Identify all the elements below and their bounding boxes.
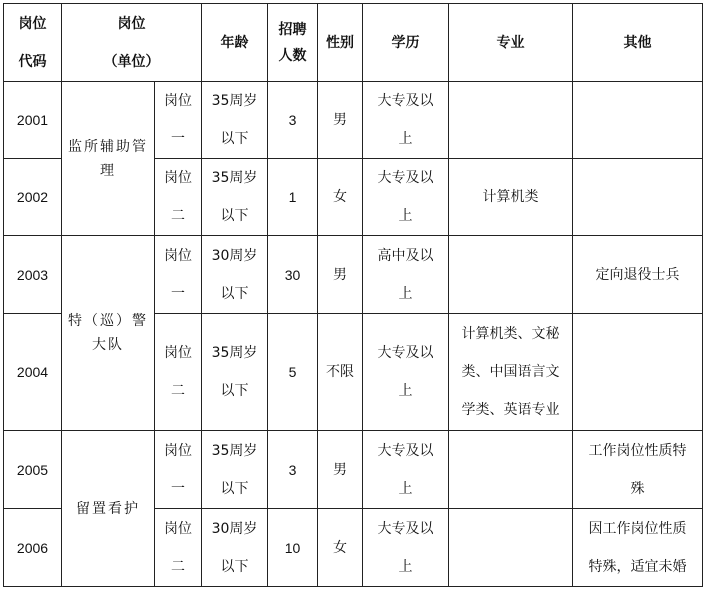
row-age xyxy=(202,314,268,431)
age-line1: 30周岁 xyxy=(211,520,258,537)
header-education: 学历 xyxy=(363,4,449,82)
header-post-line1: 岗位 xyxy=(117,15,146,32)
age-line1: 35周岁 xyxy=(211,93,258,109)
row-major xyxy=(449,82,573,159)
header-code-line1: 岗位 xyxy=(18,15,47,32)
row-post xyxy=(155,236,202,314)
row-count: 3 xyxy=(268,82,318,159)
row-other: 定向退役士兵 xyxy=(573,236,703,314)
other-line1: 工作岗位性质特 xyxy=(588,442,687,459)
row-age xyxy=(202,509,268,587)
row-other xyxy=(573,82,703,159)
row-gender: 男 xyxy=(318,82,363,159)
age-line1: 35周岁 xyxy=(211,345,258,361)
post-line2: 一 xyxy=(171,131,185,147)
row-count: 1 xyxy=(268,159,318,236)
row-age xyxy=(202,159,268,236)
age-line2: 以下 xyxy=(220,208,249,224)
row-education xyxy=(363,509,449,587)
major-line3: 学类、英语专业 xyxy=(461,402,560,418)
edu-line2: 上 xyxy=(398,131,413,147)
header-post-line2: （单位） xyxy=(103,53,160,70)
row-post xyxy=(155,314,202,431)
row-education xyxy=(363,314,449,431)
row-code: 2002 xyxy=(4,159,62,236)
row-education xyxy=(363,236,449,314)
header-hire-line2: 人数 xyxy=(278,47,307,64)
row-count: 30 xyxy=(268,236,318,314)
post-line1: 岗位 xyxy=(164,442,192,459)
table-row xyxy=(4,236,703,314)
recruitment-table xyxy=(3,3,703,587)
row-education xyxy=(363,431,449,509)
age-line2: 以下 xyxy=(220,558,249,575)
age-line2: 以下 xyxy=(220,285,249,302)
row-other xyxy=(573,431,703,509)
edu-line1: 大专及以 xyxy=(377,442,434,459)
age-line2: 以下 xyxy=(220,131,249,147)
row-post xyxy=(155,82,202,159)
edu-line2: 上 xyxy=(398,558,413,575)
edu-line2: 上 xyxy=(398,285,413,302)
row-post xyxy=(155,159,202,236)
unit-cell xyxy=(62,431,155,587)
header-row xyxy=(4,4,703,82)
row-code: 2006 xyxy=(4,509,62,587)
post-line1: 岗位 xyxy=(164,345,192,361)
row-major xyxy=(449,509,573,587)
row-age xyxy=(202,431,268,509)
row-gender: 男 xyxy=(318,431,363,509)
post-line1: 岗位 xyxy=(164,170,192,186)
header-age: 年龄 xyxy=(202,4,268,82)
row-code: 2004 xyxy=(4,314,62,431)
edu-line1: 大专及以 xyxy=(377,520,434,537)
edu-line2: 上 xyxy=(398,208,413,224)
table-row xyxy=(4,82,703,159)
header-hire-line1: 招聘 xyxy=(278,21,307,38)
row-gender: 女 xyxy=(318,509,363,587)
row-major: 计算机类 xyxy=(449,159,573,236)
post-line2: 一 xyxy=(171,480,185,497)
unit-cell xyxy=(62,236,155,431)
post-line2: 二 xyxy=(171,208,185,224)
post-line2: 二 xyxy=(171,558,185,575)
edu-line1: 大专及以 xyxy=(377,345,434,361)
other-line2: 殊 xyxy=(630,480,645,497)
row-gender: 女 xyxy=(318,159,363,236)
age-line2: 以下 xyxy=(220,383,249,399)
header-other: 其他 xyxy=(573,4,703,82)
header-code-line2: 代码 xyxy=(18,53,47,70)
row-other xyxy=(573,159,703,236)
major-line2: 类、中国语言文 xyxy=(461,364,560,380)
row-major xyxy=(449,314,573,431)
row-code: 2001 xyxy=(4,82,62,159)
row-age xyxy=(202,82,268,159)
table-row xyxy=(4,431,703,509)
header-major: 专业 xyxy=(449,4,573,82)
header-post xyxy=(62,4,202,82)
row-code: 2005 xyxy=(4,431,62,509)
row-major xyxy=(449,236,573,314)
row-gender: 不限 xyxy=(318,314,363,431)
edu-line2: 上 xyxy=(398,383,413,399)
unit-line2: 理 xyxy=(100,162,116,179)
edu-line2: 上 xyxy=(398,480,413,497)
row-education xyxy=(363,159,449,236)
edu-line1: 大专及以 xyxy=(377,170,434,186)
row-education xyxy=(363,82,449,159)
row-other xyxy=(573,509,703,587)
row-code: 2003 xyxy=(4,236,62,314)
header-hire-count xyxy=(268,4,318,82)
major-line1: 计算机类、文秘 xyxy=(461,326,560,342)
unit-line2: 大队 xyxy=(92,337,124,353)
header-gender: 性别 xyxy=(318,4,363,82)
header-code xyxy=(4,4,62,82)
post-line1: 岗位 xyxy=(164,520,192,537)
row-count: 5 xyxy=(268,314,318,431)
edu-line1: 高中及以 xyxy=(377,247,434,264)
row-post xyxy=(155,431,202,509)
age-line1: 35周岁 xyxy=(211,442,258,459)
unit-line1: 监所辅助管 xyxy=(68,138,148,155)
age-line1: 35周岁 xyxy=(211,170,258,186)
row-gender: 男 xyxy=(318,236,363,314)
row-age xyxy=(202,236,268,314)
post-line1: 岗位 xyxy=(164,93,192,109)
row-other xyxy=(573,314,703,431)
age-line1: 30周岁 xyxy=(211,247,258,264)
row-count: 3 xyxy=(268,431,318,509)
post-line2: 二 xyxy=(171,383,185,399)
edu-line1: 大专及以 xyxy=(377,93,434,109)
row-post xyxy=(155,509,202,587)
unit-line1: 特（巡）警 xyxy=(68,313,148,329)
row-major xyxy=(449,431,573,509)
age-line2: 以下 xyxy=(220,480,249,497)
row-count: 10 xyxy=(268,509,318,587)
unit-line1: 留置看护 xyxy=(76,500,140,517)
unit-cell xyxy=(62,82,155,236)
post-line1: 岗位 xyxy=(164,247,192,264)
other-line1: 因工作岗位性质 xyxy=(588,520,687,537)
post-line2: 一 xyxy=(171,285,185,302)
other-line2: 特殊，适宜未婚 xyxy=(588,558,687,575)
